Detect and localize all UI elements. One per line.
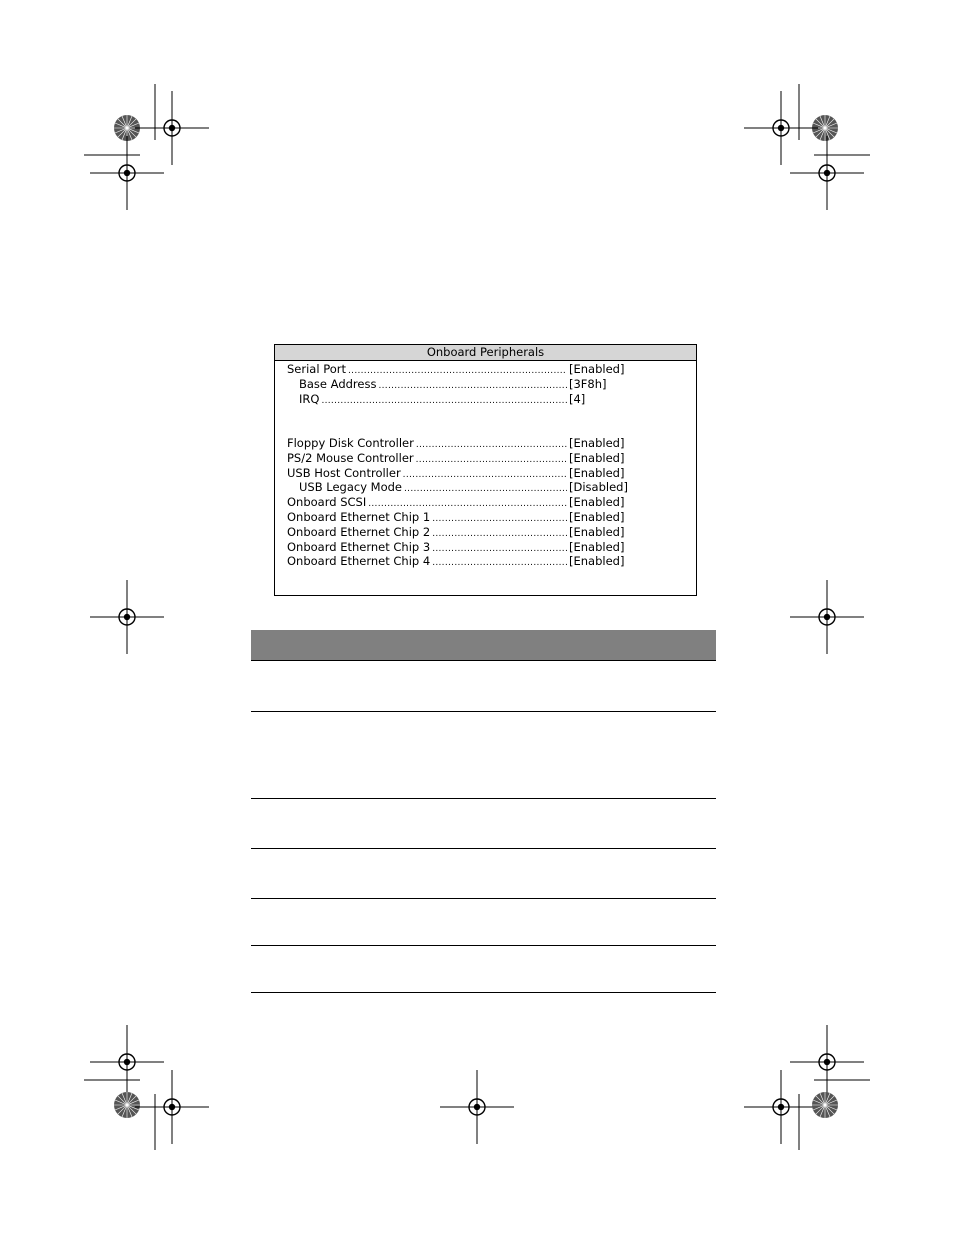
bios-title: Onboard Peripherals	[275, 345, 696, 361]
setting-label: PS/2 Mouse Controller	[287, 450, 414, 465]
bios-setting-row	[287, 540, 687, 555]
crosshair-icon	[744, 91, 818, 165]
setting-label: Onboard Ethernet Chip 3	[287, 539, 431, 554]
table-rule	[251, 848, 716, 849]
crosshair-icon	[790, 580, 864, 654]
setting-label: USB Legacy Mode	[299, 480, 403, 495]
setting-value: [3F8h]	[569, 376, 607, 391]
bios-setting-row	[287, 554, 687, 569]
table-rule	[251, 711, 716, 712]
setting-label: Base Address	[299, 376, 377, 391]
table-rule	[251, 945, 716, 946]
setting-value: [Enabled]	[569, 465, 625, 480]
crosshair-icon	[135, 91, 209, 165]
setting-label: IRQ	[299, 391, 320, 406]
setting-value: [Disabled]	[569, 480, 628, 495]
setting-value: [Enabled]	[569, 450, 625, 465]
table-rule	[251, 898, 716, 899]
crosshair-icon	[790, 136, 864, 210]
crosshair-icon	[440, 1070, 514, 1144]
setting-value: [Enabled]	[569, 539, 625, 554]
table-rule	[251, 992, 716, 993]
setting-value: [Enabled]	[569, 524, 625, 539]
bios-setting-row	[287, 392, 687, 407]
setting-value: [Enabled]	[569, 509, 625, 524]
table-rule	[251, 660, 716, 661]
bios-setting-row	[287, 436, 687, 451]
bios-setting-row	[287, 451, 687, 466]
crosshair-icon	[135, 1070, 209, 1144]
setting-value: [Enabled]	[569, 362, 625, 376]
crosshair-icon	[790, 1025, 864, 1099]
setting-value: [Enabled]	[569, 435, 625, 450]
setting-label: Onboard Ethernet Chip 2	[287, 524, 431, 539]
crosshair-icon	[90, 580, 164, 654]
bios-setting-row	[287, 495, 687, 510]
bios-setting-row	[287, 480, 687, 495]
setting-value: [Enabled]	[569, 495, 625, 510]
bios-setting-row	[287, 525, 687, 540]
setting-value: [Enabled]	[569, 554, 625, 569]
setting-label: Onboard Ethernet Chip 4	[287, 554, 431, 569]
bios-settings-list	[287, 362, 687, 569]
setting-label: USB Host Controller	[287, 465, 401, 480]
bios-setting-row	[287, 377, 687, 392]
crosshair-icon	[90, 136, 164, 210]
dot-leader	[432, 556, 567, 571]
table-header	[251, 630, 716, 661]
crosshair-icon	[90, 1025, 164, 1099]
bios-setting-row	[287, 466, 687, 481]
setting-label: Onboard Ethernet Chip 1	[287, 509, 431, 524]
table-rule	[251, 798, 716, 799]
starburst-icon	[812, 1092, 838, 1118]
bios-setting-row	[287, 510, 687, 525]
setting-label: Serial Port	[287, 362, 346, 376]
setting-value: [4]	[569, 391, 586, 406]
setting-label: Onboard SCSI	[287, 495, 367, 510]
setting-label: Floppy Disk Controller	[287, 435, 414, 450]
starburst-icon	[114, 1092, 140, 1118]
bios-screen	[274, 344, 697, 596]
crosshair-icon	[744, 1070, 818, 1144]
spacer	[287, 406, 687, 436]
bios-setting-row	[287, 362, 687, 377]
